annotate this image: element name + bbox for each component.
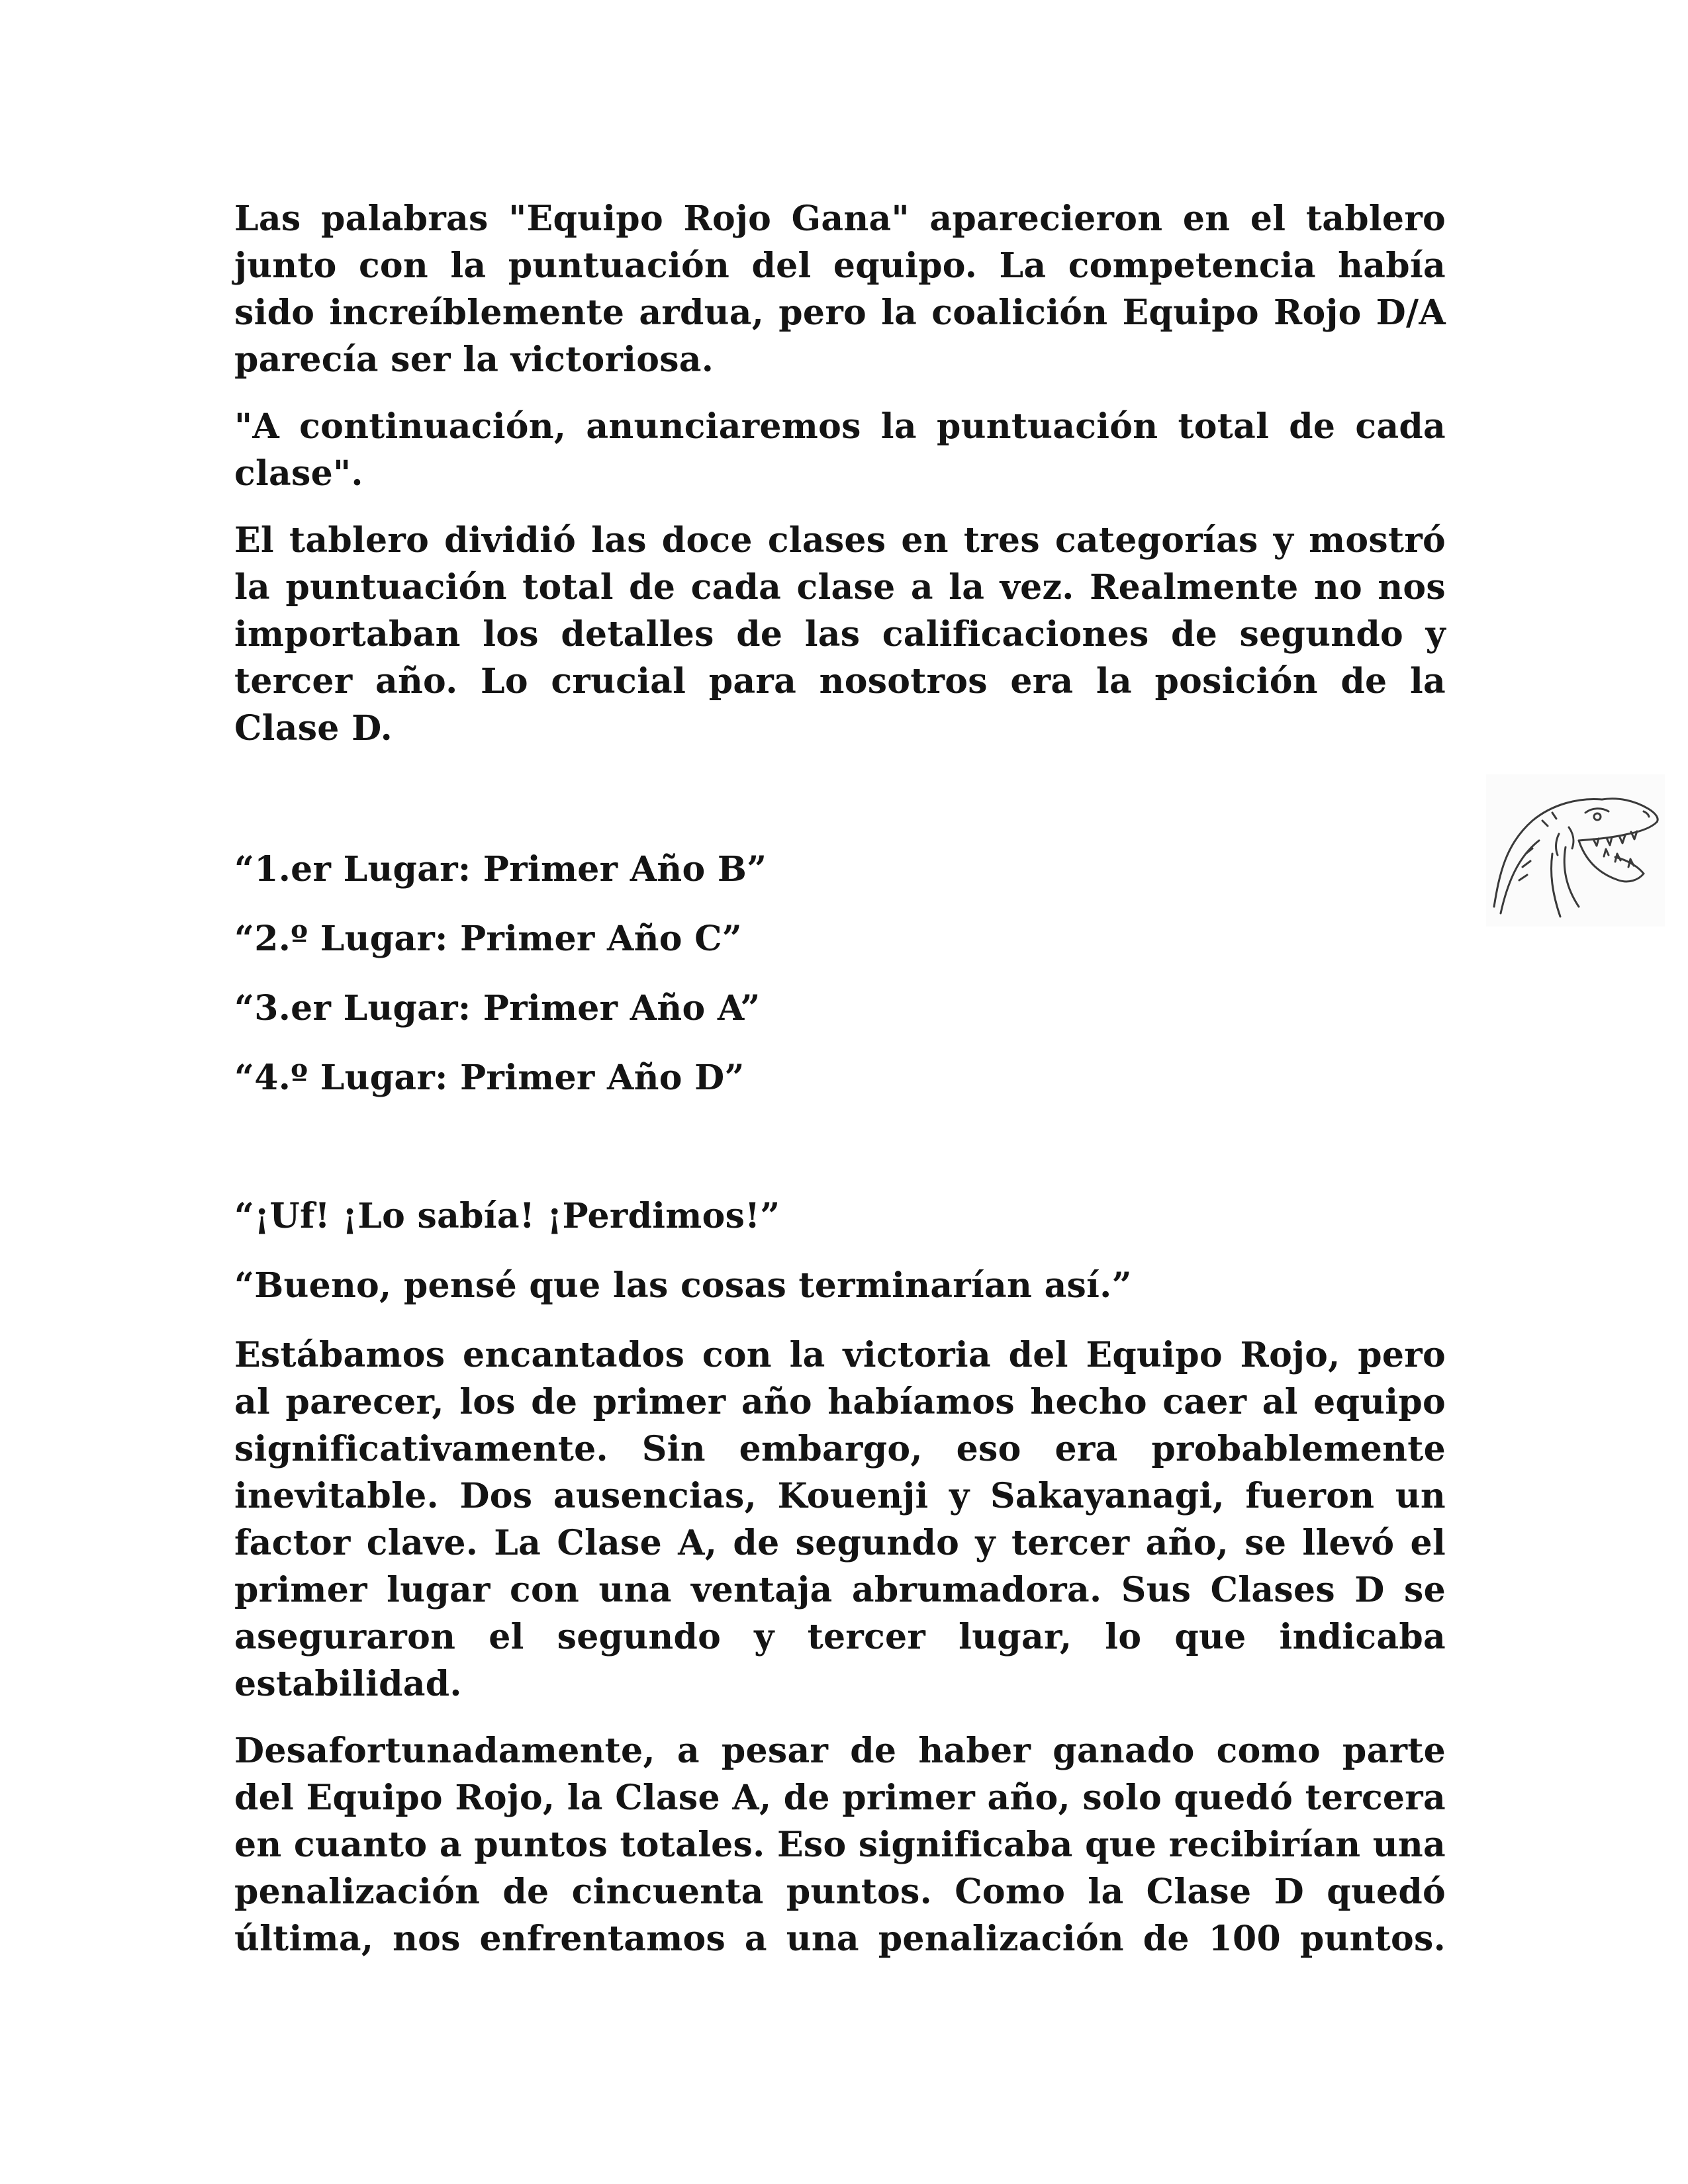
dialogue-line-2: “Bueno, pensé que las cosas terminarían así.”: [234, 1265, 1132, 1306]
paragraph-scoreboard: Las palabras "Equipo Rojo Gana" aparecieron en el tablero junto con la puntuación del equipo. La competencia había sido increíblemente ardua, pero la coalición Equipo Rojo D/A parecía ser la victoriosa.: [234, 199, 1446, 380]
paragraph-first-years: Estábamos encantados con la victoria del Equipo Rojo, pero al parecer, los de primer año habíamos hecho caer al equipo significativamente. Sin embargo, eso era probablemente inevitable. Dos ausencias, Kouenji y Sakayanagi, fueron un factor clave. La Clase A, de segundo y tercer año, se llevó el primer lugar con una ventaja abrumadora. Sus Clases D se aseguraron el segundo y tercer lugar, lo que indicaba estabilidad.: [234, 1335, 1446, 1704]
section-spacer: [234, 1124, 1446, 1193]
paragraph-announcement: "A continuación, anunciaremos la puntuación total de cada clase".: [234, 406, 1446, 494]
ranking-line-4: “4.º Lugar: Primer Año D”: [234, 1058, 745, 1098]
document-body: [234, 195, 1446, 1982]
ranking-line-3: “3.er Lugar: Primer Año A”: [234, 988, 761, 1028]
dialogue-line-1: “¡Uf! ¡Lo sabía! ¡Perdimos!”: [234, 1196, 780, 1236]
dinosaur-sketch-icon: [1486, 774, 1665, 927]
ranking-line-2: “2.º Lugar: Primer Año C”: [234, 919, 743, 959]
paragraph-penalty: Desafortunadamente, a pesar de haber ganado como parte del Equipo Rojo, la Clase A, de primer año, solo quedó tercera en cuanto a puntos totales. Eso significaba que recibirían una penalización de cincuenta puntos. Como la Clase D quedó última, nos enfrentamos a una penalización de 100 puntos.: [234, 1731, 1446, 1959]
section-spacer: [234, 772, 1446, 846]
ranking-line-1: “1.er Lugar: Primer Año B”: [234, 849, 767, 889]
paragraph-categories: El tablero dividió las doce clases en tres categorías y mostró la puntuación total de cada clase a la vez. Realmente no nos importaban los detalles de las calificaciones de segundo y tercer año. Lo crucial para nosotros era la posición de la Clase D.: [234, 520, 1446, 749]
